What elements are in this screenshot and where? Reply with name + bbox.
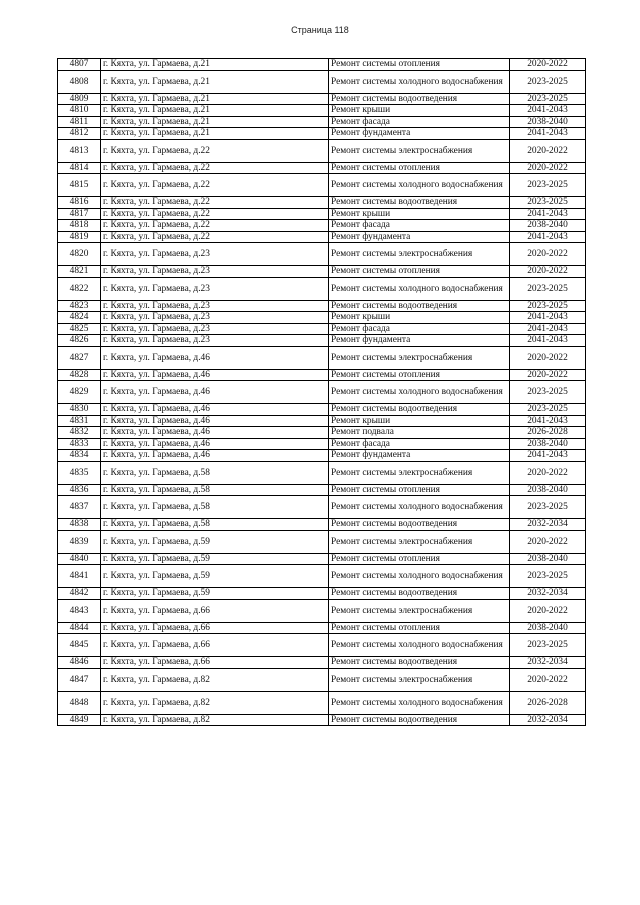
address-cell: г. Кяхта, ул. Гармаева, д.58	[101, 461, 329, 484]
table-row	[58, 450, 586, 462]
row-number-cell: 4849	[58, 714, 101, 726]
row-number-cell: 4828	[58, 369, 101, 381]
table-row	[58, 530, 586, 553]
address-cell: г. Кяхта, ул. Гармаева, д.22	[101, 162, 329, 174]
table-row	[58, 461, 586, 484]
table-row	[58, 415, 586, 427]
period-cell: 2038-2040	[510, 484, 586, 496]
address-cell: г. Кяхта, ул. Гармаева, д.66	[101, 599, 329, 622]
period-cell: 2020-2022	[510, 162, 586, 174]
work-type-cell: Ремонт системы холодного водоснабжения	[329, 381, 510, 404]
address-cell: г. Кяхта, ул. Гармаева, д.59	[101, 530, 329, 553]
period-cell: 2041-2043	[510, 335, 586, 347]
row-number-cell: 4821	[58, 266, 101, 278]
table-row	[58, 300, 586, 312]
table-row	[58, 231, 586, 243]
address-cell: г. Кяхта, ул. Гармаева, д.23	[101, 300, 329, 312]
work-type-cell: Ремонт фасада	[329, 116, 510, 128]
work-type-cell: Ремонт крыши	[329, 312, 510, 324]
period-cell: 2032-2034	[510, 714, 586, 726]
table-row	[58, 427, 586, 439]
work-type-cell: Ремонт крыши	[329, 415, 510, 427]
table-row	[58, 369, 586, 381]
period-cell: 2020-2022	[510, 668, 586, 691]
table-row	[58, 668, 586, 691]
period-cell: 2020-2022	[510, 369, 586, 381]
work-type-cell: Ремонт системы холодного водоснабжения	[329, 565, 510, 588]
address-cell: г. Кяхта, ул. Гармаева, д.21	[101, 70, 329, 93]
work-type-cell: Ремонт системы водоотведения	[329, 197, 510, 209]
row-number-cell: 4816	[58, 197, 101, 209]
row-number-cell: 4835	[58, 461, 101, 484]
period-cell: 2023-2025	[510, 381, 586, 404]
table-row	[58, 691, 586, 714]
work-type-cell: Ремонт системы отопления	[329, 59, 510, 71]
period-cell: 2038-2040	[510, 116, 586, 128]
row-number-cell: 4811	[58, 116, 101, 128]
row-number-cell: 4808	[58, 70, 101, 93]
address-cell: г. Кяхта, ул. Гармаева, д.46	[101, 381, 329, 404]
work-type-cell: Ремонт системы холодного водоснабжения	[329, 70, 510, 93]
work-type-cell: Ремонт крыши	[329, 208, 510, 220]
address-cell: г. Кяхта, ул. Гармаева, д.21	[101, 128, 329, 140]
work-type-cell: Ремонт системы водоотведения	[329, 519, 510, 531]
row-number-cell: 4826	[58, 335, 101, 347]
work-type-cell: Ремонт системы водоотведения	[329, 93, 510, 105]
address-cell: г. Кяхта, ул. Гармаева, д.21	[101, 59, 329, 71]
period-cell: 2020-2022	[510, 530, 586, 553]
address-cell: г. Кяхта, ул. Гармаева, д.58	[101, 519, 329, 531]
table-row	[58, 381, 586, 404]
address-cell: г. Кяхта, ул. Гармаева, д.59	[101, 553, 329, 565]
address-cell: г. Кяхта, ул. Гармаева, д.59	[101, 565, 329, 588]
row-number-cell: 4810	[58, 105, 101, 117]
table-row	[58, 139, 586, 162]
row-number-cell: 4807	[58, 59, 101, 71]
work-type-cell: Ремонт системы электроснабжения	[329, 346, 510, 369]
work-type-cell: Ремонт системы отопления	[329, 484, 510, 496]
period-cell: 2041-2043	[510, 231, 586, 243]
address-cell: г. Кяхта, ул. Гармаева, д.21	[101, 93, 329, 105]
work-type-cell: Ремонт системы водоотведения	[329, 657, 510, 669]
row-number-cell: 4836	[58, 484, 101, 496]
address-cell: г. Кяхта, ул. Гармаева, д.58	[101, 496, 329, 519]
table-row	[58, 277, 586, 300]
period-cell: 2032-2034	[510, 657, 586, 669]
table-row	[58, 266, 586, 278]
table-row	[58, 116, 586, 128]
work-type-cell: Ремонт системы водоотведения	[329, 404, 510, 416]
row-number-cell: 4834	[58, 450, 101, 462]
work-type-cell: Ремонт системы холодного водоснабжения	[329, 634, 510, 657]
row-number-cell: 4819	[58, 231, 101, 243]
table-row	[58, 519, 586, 531]
table-row	[58, 174, 586, 197]
row-number-cell: 4840	[58, 553, 101, 565]
row-number-cell: 4833	[58, 438, 101, 450]
period-cell: 2020-2022	[510, 266, 586, 278]
row-number-cell: 4839	[58, 530, 101, 553]
address-cell: г. Кяхта, ул. Гармаева, д.21	[101, 105, 329, 117]
table-row	[58, 197, 586, 209]
address-cell: г. Кяхта, ул. Гармаева, д.23	[101, 312, 329, 324]
table-row	[58, 484, 586, 496]
table-row	[58, 404, 586, 416]
row-number-cell: 4827	[58, 346, 101, 369]
work-type-cell: Ремонт системы электроснабжения	[329, 243, 510, 266]
address-cell: г. Кяхта, ул. Гармаева, д.22	[101, 208, 329, 220]
row-number-cell: 4831	[58, 415, 101, 427]
work-type-cell: Ремонт системы отопления	[329, 162, 510, 174]
work-type-cell: Ремонт системы холодного водоснабжения	[329, 691, 510, 714]
table-row	[58, 588, 586, 600]
address-cell: г. Кяхта, ул. Гармаева, д.59	[101, 588, 329, 600]
address-cell: г. Кяхта, ул. Гармаева, д.22	[101, 139, 329, 162]
work-type-cell: Ремонт системы электроснабжения	[329, 599, 510, 622]
address-cell: г. Кяхта, ул. Гармаева, д.66	[101, 622, 329, 634]
work-type-cell: Ремонт системы водоотведения	[329, 714, 510, 726]
period-cell: 2023-2025	[510, 565, 586, 588]
period-cell: 2032-2034	[510, 519, 586, 531]
work-type-cell: Ремонт фасада	[329, 323, 510, 335]
address-cell: г. Кяхта, ул. Гармаева, д.22	[101, 231, 329, 243]
address-cell: г. Кяхта, ул. Гармаева, д.21	[101, 116, 329, 128]
work-type-cell: Ремонт системы электроснабжения	[329, 461, 510, 484]
work-type-cell: Ремонт системы отопления	[329, 622, 510, 634]
table-row	[58, 714, 586, 726]
address-cell: г. Кяхта, ул. Гармаева, д.22	[101, 174, 329, 197]
period-cell: 2026-2028	[510, 691, 586, 714]
address-cell: г. Кяхта, ул. Гармаева, д.82	[101, 691, 329, 714]
row-number-cell: 4837	[58, 496, 101, 519]
row-number-cell: 4822	[58, 277, 101, 300]
period-cell: 2041-2043	[510, 323, 586, 335]
row-number-cell: 4824	[58, 312, 101, 324]
work-type-cell: Ремонт системы холодного водоснабжения	[329, 496, 510, 519]
period-cell: 2041-2043	[510, 105, 586, 117]
table-row	[58, 634, 586, 657]
period-cell: 2038-2040	[510, 553, 586, 565]
address-cell: г. Кяхта, ул. Гармаева, д.23	[101, 323, 329, 335]
row-number-cell: 4848	[58, 691, 101, 714]
address-cell: г. Кяхта, ул. Гармаева, д.46	[101, 438, 329, 450]
work-type-cell: Ремонт системы отопления	[329, 266, 510, 278]
work-type-cell: Ремонт фундамента	[329, 231, 510, 243]
row-number-cell: 4812	[58, 128, 101, 140]
address-cell: г. Кяхта, ул. Гармаева, д.66	[101, 634, 329, 657]
period-cell: 2041-2043	[510, 128, 586, 140]
address-cell: г. Кяхта, ул. Гармаева, д.82	[101, 668, 329, 691]
table-row	[58, 622, 586, 634]
address-cell: г. Кяхта, ул. Гармаева, д.23	[101, 243, 329, 266]
table-row	[58, 59, 586, 71]
address-cell: г. Кяхта, ул. Гармаева, д.46	[101, 346, 329, 369]
row-number-cell: 4832	[58, 427, 101, 439]
address-cell: г. Кяхта, ул. Гармаева, д.22	[101, 197, 329, 209]
period-cell: 2038-2040	[510, 220, 586, 232]
table-row	[58, 346, 586, 369]
period-cell: 2020-2022	[510, 599, 586, 622]
row-number-cell: 4809	[58, 93, 101, 105]
period-cell: 2041-2043	[510, 312, 586, 324]
period-cell: 2023-2025	[510, 70, 586, 93]
work-type-cell: Ремонт системы электроснабжения	[329, 139, 510, 162]
table-row	[58, 335, 586, 347]
table-row	[58, 599, 586, 622]
table-row	[58, 565, 586, 588]
row-number-cell: 4847	[58, 668, 101, 691]
period-cell: 2023-2025	[510, 93, 586, 105]
period-cell: 2023-2025	[510, 174, 586, 197]
period-cell: 2041-2043	[510, 415, 586, 427]
period-cell: 2026-2028	[510, 427, 586, 439]
period-cell: 2038-2040	[510, 622, 586, 634]
period-cell: 2023-2025	[510, 634, 586, 657]
table-row	[58, 553, 586, 565]
work-type-cell: Ремонт системы отопления	[329, 369, 510, 381]
address-cell: г. Кяхта, ул. Гармаева, д.23	[101, 335, 329, 347]
address-cell: г. Кяхта, ул. Гармаева, д.46	[101, 427, 329, 439]
period-cell: 2041-2043	[510, 208, 586, 220]
period-cell: 2020-2022	[510, 243, 586, 266]
work-type-cell: Ремонт фундамента	[329, 450, 510, 462]
table-row	[58, 323, 586, 335]
row-number-cell: 4846	[58, 657, 101, 669]
row-number-cell: 4844	[58, 622, 101, 634]
row-number-cell: 4829	[58, 381, 101, 404]
row-number-cell: 4818	[58, 220, 101, 232]
address-cell: г. Кяхта, ул. Гармаева, д.46	[101, 369, 329, 381]
row-number-cell: 4845	[58, 634, 101, 657]
row-number-cell: 4841	[58, 565, 101, 588]
period-cell: 2020-2022	[510, 59, 586, 71]
work-type-cell: Ремонт фундамента	[329, 128, 510, 140]
row-number-cell: 4815	[58, 174, 101, 197]
table-row	[58, 105, 586, 117]
address-cell: г. Кяхта, ул. Гармаева, д.23	[101, 277, 329, 300]
work-type-cell: Ремонт крыши	[329, 105, 510, 117]
table-row	[58, 243, 586, 266]
address-cell: г. Кяхта, ул. Гармаева, д.22	[101, 220, 329, 232]
address-cell: г. Кяхта, ул. Гармаева, д.58	[101, 484, 329, 496]
table-row	[58, 657, 586, 669]
period-cell: 2023-2025	[510, 404, 586, 416]
work-type-cell: Ремонт фасада	[329, 220, 510, 232]
table-row	[58, 93, 586, 105]
period-cell: 2020-2022	[510, 346, 586, 369]
address-cell: г. Кяхта, ул. Гармаева, д.46	[101, 415, 329, 427]
period-cell: 2041-2043	[510, 450, 586, 462]
period-cell: 2020-2022	[510, 461, 586, 484]
table-row	[58, 438, 586, 450]
address-cell: г. Кяхта, ул. Гармаева, д.66	[101, 657, 329, 669]
row-number-cell: 4838	[58, 519, 101, 531]
work-type-cell: Ремонт подвала	[329, 427, 510, 439]
work-type-cell: Ремонт фундамента	[329, 335, 510, 347]
address-cell: г. Кяхта, ул. Гармаева, д.46	[101, 404, 329, 416]
period-cell: 2023-2025	[510, 496, 586, 519]
page-number-header: Страница 118	[291, 25, 349, 35]
row-number-cell: 4825	[58, 323, 101, 335]
table-row	[58, 312, 586, 324]
repair-schedule-table	[57, 58, 586, 726]
period-cell: 2038-2040	[510, 438, 586, 450]
table-row	[58, 208, 586, 220]
work-type-cell: Ремонт системы электроснабжения	[329, 668, 510, 691]
period-cell: 2032-2034	[510, 588, 586, 600]
work-type-cell: Ремонт системы отопления	[329, 553, 510, 565]
table-row	[58, 128, 586, 140]
work-type-cell: Ремонт системы холодного водоснабжения	[329, 174, 510, 197]
period-cell: 2020-2022	[510, 139, 586, 162]
work-type-cell: Ремонт системы электроснабжения	[329, 530, 510, 553]
work-type-cell: Ремонт системы водоотведения	[329, 300, 510, 312]
table-body	[58, 59, 586, 726]
table-row	[58, 162, 586, 174]
work-type-cell: Ремонт системы холодного водоснабжения	[329, 277, 510, 300]
table-row	[58, 220, 586, 232]
row-number-cell: 4843	[58, 599, 101, 622]
row-number-cell: 4830	[58, 404, 101, 416]
work-type-cell: Ремонт фасада	[329, 438, 510, 450]
row-number-cell: 4820	[58, 243, 101, 266]
row-number-cell: 4814	[58, 162, 101, 174]
row-number-cell: 4813	[58, 139, 101, 162]
address-cell: г. Кяхта, ул. Гармаева, д.46	[101, 450, 329, 462]
period-cell: 2023-2025	[510, 300, 586, 312]
period-cell: 2023-2025	[510, 277, 586, 300]
work-type-cell: Ремонт системы водоотведения	[329, 588, 510, 600]
period-cell: 2023-2025	[510, 197, 586, 209]
row-number-cell: 4823	[58, 300, 101, 312]
table-row	[58, 70, 586, 93]
table-row	[58, 496, 586, 519]
address-cell: г. Кяхта, ул. Гармаева, д.82	[101, 714, 329, 726]
row-number-cell: 4817	[58, 208, 101, 220]
address-cell: г. Кяхта, ул. Гармаева, д.23	[101, 266, 329, 278]
row-number-cell: 4842	[58, 588, 101, 600]
